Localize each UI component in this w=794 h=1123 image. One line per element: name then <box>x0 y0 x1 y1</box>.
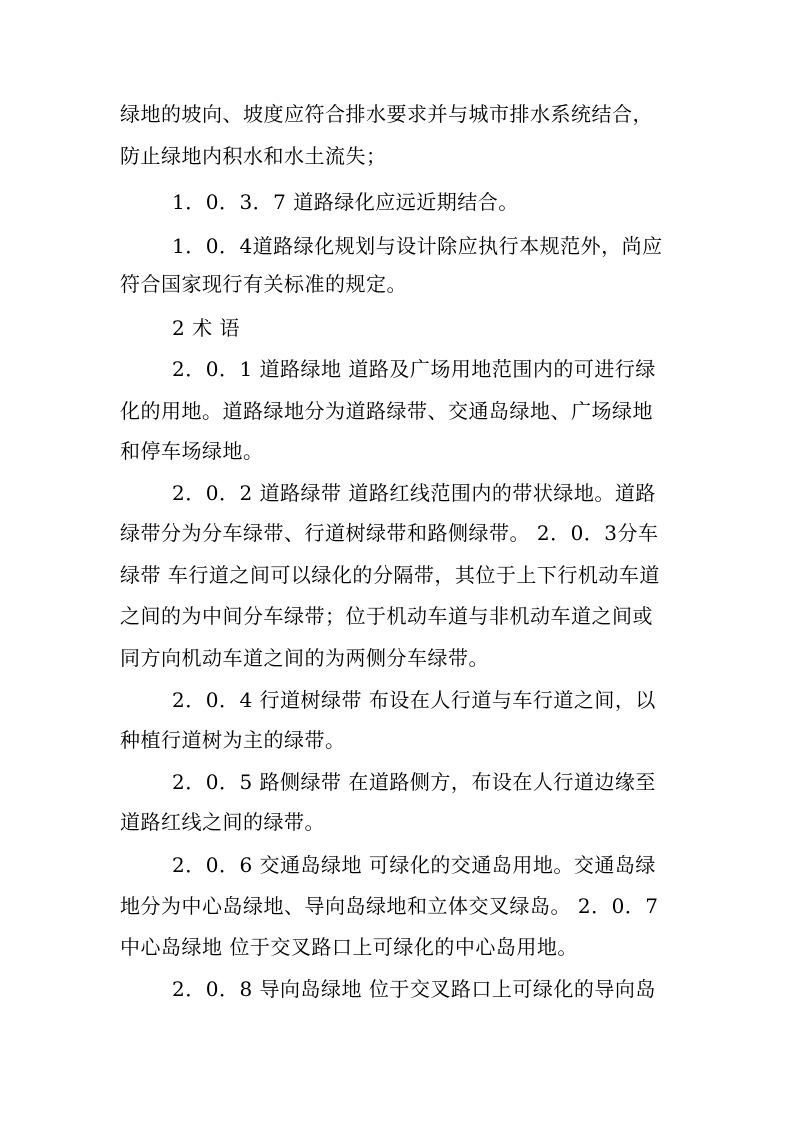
paragraph-line: 化的用地。道路绿地分为道路绿带、交通岛绿地、广场绿地 <box>120 399 653 423</box>
paragraph-line: 2．0．8 导向岛绿地 位于交叉路口上可绿化的导向岛 <box>172 977 656 1001</box>
paragraph-line: 2．0．2 道路绿带 道路红线范围内的带状绿地。道路 <box>172 481 656 505</box>
paragraph-line: 种植行道树为主的绿带。 <box>120 728 346 752</box>
paragraph-line: 2．0．5 路侧绿带 在道路侧方，布设在人行道边缘至 <box>172 770 656 794</box>
paragraph-line: 1．0．4道路绿化规划与设计除应执行本规范外，尚应 <box>172 234 663 258</box>
paragraph-line: 2．0．6 交通岛绿地 可绿化的交通岛用地。交通岛绿 <box>172 853 656 877</box>
paragraph-line: 道路红线之间的绿带。 <box>120 810 325 834</box>
paragraph-line: 2．0．1 道路绿地 道路及广场用地范围内的可进行绿 <box>172 357 656 381</box>
paragraph-line: 中心岛绿地 位于交叉路口上可绿化的中心岛用地。 <box>120 935 578 959</box>
paragraph-line: 绿地的坡向、坡度应符合排水要求并与城市排水系统结合， <box>120 102 653 126</box>
paragraph-line: 符合国家现行有关标准的规定。 <box>120 272 407 296</box>
paragraph-line: 地分为中心岛绿地、导向岛绿地和立体交叉绿岛。 2．0．7 <box>120 894 659 918</box>
paragraph-line: 和停车场绿地。 <box>120 439 264 463</box>
paragraph-line: 绿带 车行道之间可以绿化的分隔带，其位于上下行机动车道 <box>120 563 660 587</box>
paragraph-line: 同方向机动车道之间的为两侧分车绿带。 <box>120 646 489 670</box>
paragraph-line: 防止绿地内积水和水土流失； <box>120 144 387 168</box>
paragraph-line: 2．0．4 行道树绿带 布设在人行道与车行道之间，以 <box>172 688 656 712</box>
paragraph-line: 之间的为中间分车绿带；位于机动车道与非机动车道之间或 <box>120 604 653 628</box>
section-heading: 2 术 语 <box>172 316 240 340</box>
paragraph-line: 1．0．3．7 道路绿化应远近期结合。 <box>172 190 519 214</box>
paragraph-line: 绿带分为分车绿带、行道树绿带和路侧绿带。 2．0．3分车 <box>120 521 659 545</box>
